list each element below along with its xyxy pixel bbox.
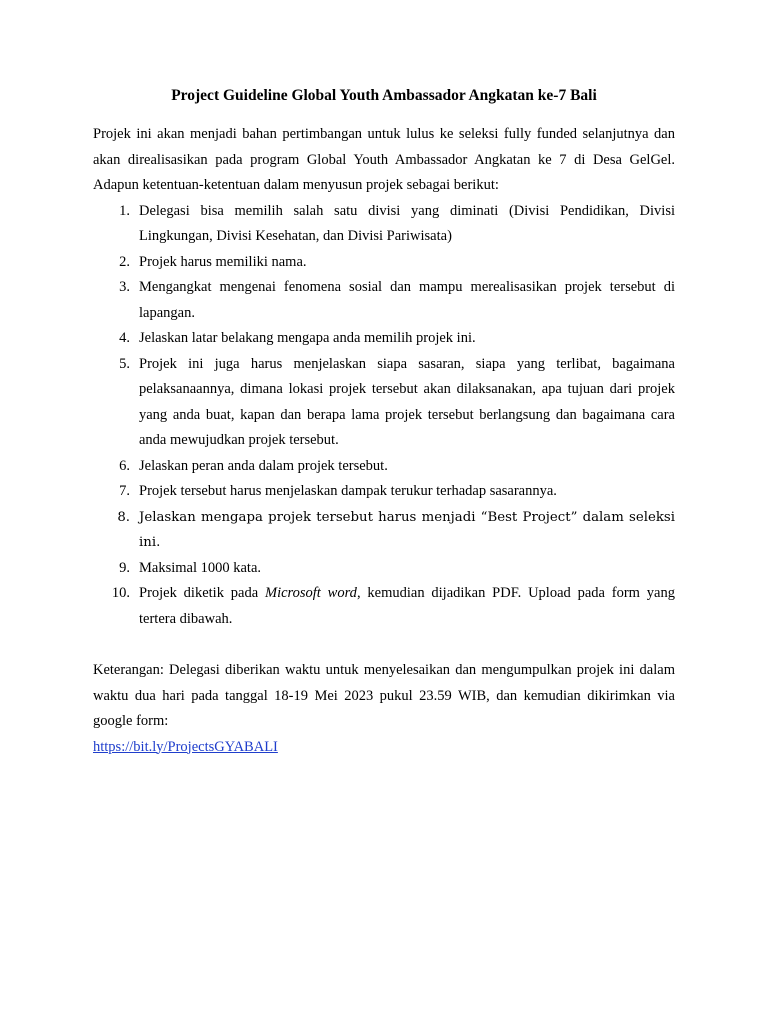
list-item [93, 479, 675, 505]
list-number: 6. [119, 457, 130, 474]
list-item-text-after: , kemudian dijadikan PDF. Upload pada form yang tertera dibawah. [139, 585, 675, 627]
list-item-text: Jelaskan peran anda dalam projek tersebut. [139, 457, 388, 474]
list-item [93, 581, 675, 632]
section-spacer [93, 632, 675, 658]
requirements-list [93, 199, 675, 633]
list-item [93, 326, 675, 352]
list-number: 1. [119, 202, 130, 219]
list-number: 3. [119, 279, 130, 295]
document-title: Project Guideline Global Youth Ambassador Angkatan ke-7 Bali [171, 87, 597, 104]
list-item [93, 250, 675, 276]
list-item-text: Projek tersebut harus menjelaskan dampak terukur terhadap sasarannya. [139, 483, 557, 499]
document-page [93, 84, 675, 760]
list-number: 8. [117, 509, 130, 525]
list-number: 5. [119, 355, 130, 372]
note-paragraph: Keterangan: Delegasi diberikan waktu untuk menyelesaikan dan mengumpulkan projek ini dalam waktu dua hari pada tanggal 18-19 Mei 2023 pukul 23.59 WIB, dan kemudian dikirimkan via google form: [93, 662, 675, 729]
list-item-text: Jelaskan mengapa projek tersebut harus menjadi “Best Project” dalam seleksi ini. [139, 509, 675, 550]
list-item [93, 352, 675, 454]
list-item [93, 199, 675, 250]
list-number: 9. [119, 559, 130, 576]
list-item [93, 505, 675, 556]
list-number: 2. [119, 253, 130, 270]
list-item-text: Mengangkat mengenai fenomena sosial dan mampu merealisasikan projek tersebut di lapangan. [139, 279, 675, 321]
list-number: 10. [111, 585, 130, 601]
list-item-text: Jelaskan latar belakang mengapa anda memilih projek ini. [139, 330, 476, 346]
list-number: 4. [119, 330, 130, 346]
list-item-text: Projek harus memiliki nama. [139, 253, 307, 270]
list-item-text: Maksimal 1000 kata. [139, 559, 262, 576]
list-item [93, 556, 675, 582]
list-item-text: Projek ini juga harus menjelaskan siapa sasaran, siapa yang terlibat, bagaimana pelaksanaannya, dimana lokasi projek tersebut akan dilaksanakan, apa tujuan dari projek yang anda buat, kapan dan berapa lama projek tersebut berlangsung dan bagaimana cara anda mewujudkan projek tersebut. [139, 355, 675, 448]
list-item-text-italic: Microsoft word [264, 585, 357, 601]
google-form-link[interactable]: https://bit.ly/ProjectsGYABALI [93, 738, 278, 755]
list-item-text-before: Projek diketik pada [139, 585, 265, 601]
list-item-text: Delegasi bisa memilih salah satu divisi yang diminati (Divisi Pendidikan, Divisi Lingkungan, Divisi Kesehatan, dan Divisi Pariwisata) [139, 202, 675, 244]
intro-paragraph: Projek ini akan menjadi bahan pertimbangan untuk lulus ke seleksi fully funded selanjutnya dan akan direalisasikan pada program Global Youth Ambassador Angkatan ke 7 di Desa GelGel. Adapun ketentuan-ketentuan dalam menyusun projek sebagai berikut: [93, 126, 675, 193]
list-number: 7. [119, 483, 130, 499]
list-item [93, 454, 675, 480]
list-item [93, 275, 675, 326]
